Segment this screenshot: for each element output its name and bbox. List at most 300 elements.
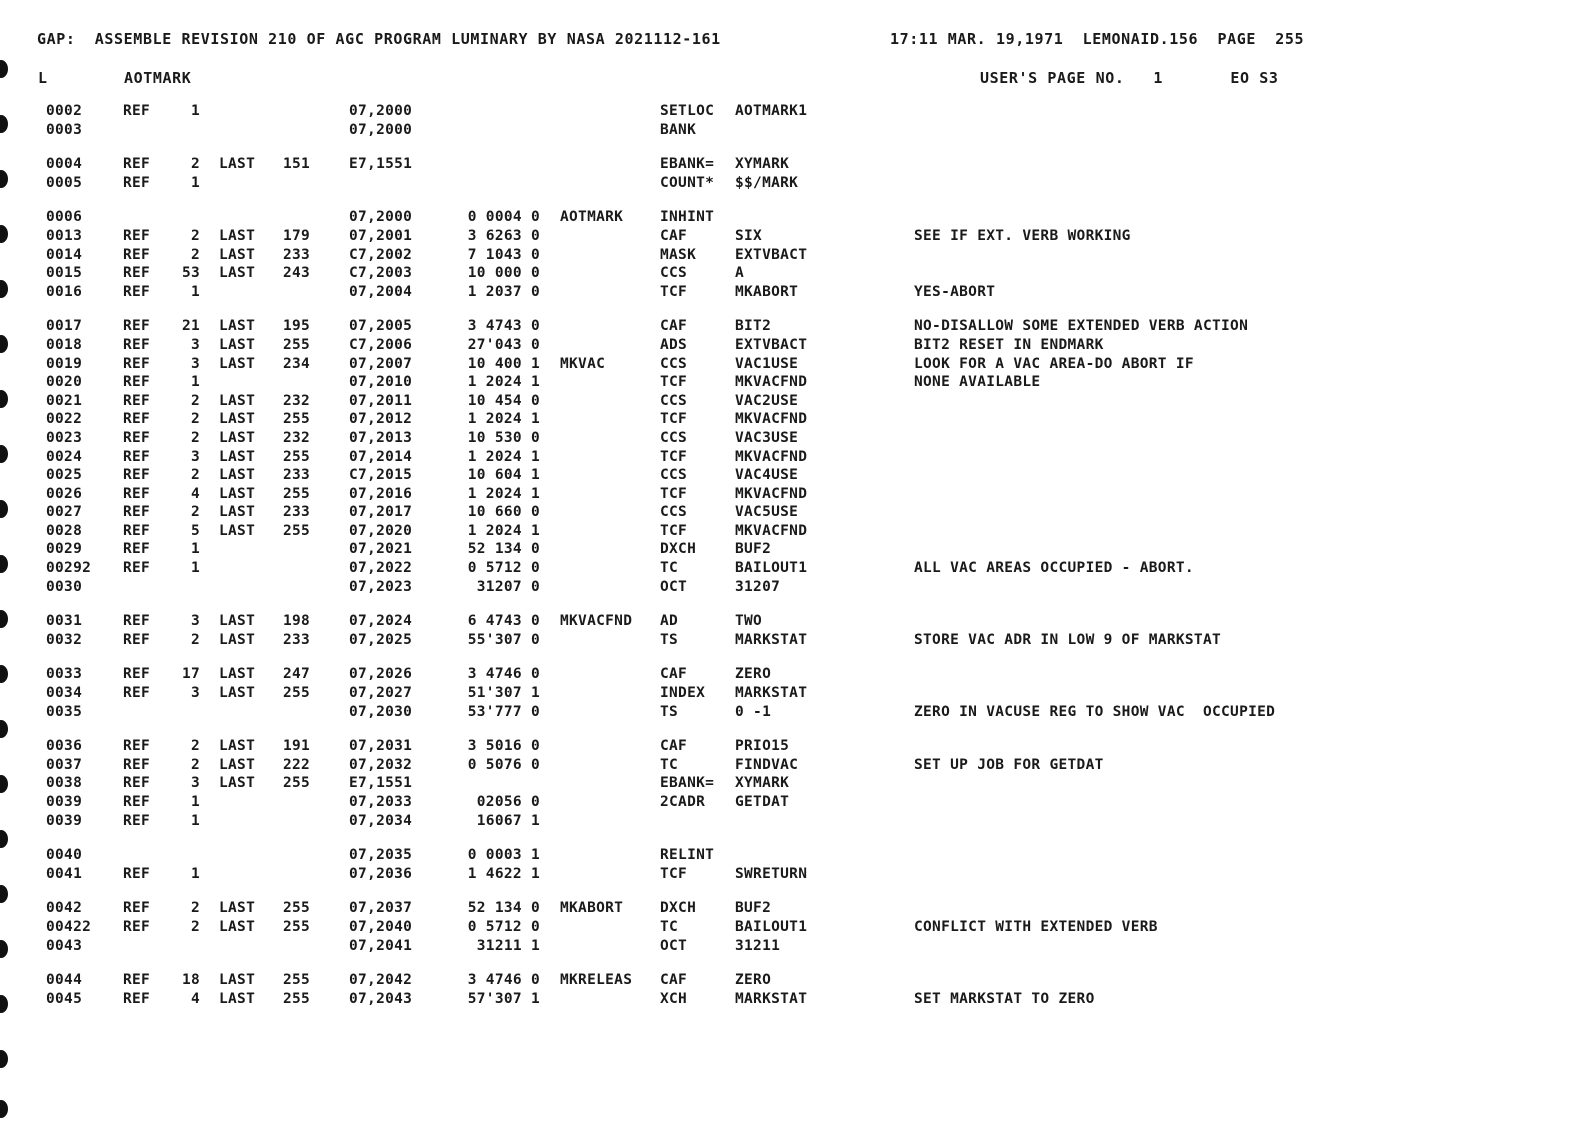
octal-code: 6 4743 0 — [467, 613, 540, 630]
page-header-title: GAP: ASSEMBLE REVISION 210 OF AGC PROGRAM LUMINARY BY NASA 2021112-161 — [37, 30, 721, 48]
ref-count: 3 — [190, 685, 200, 702]
listing-row — [0, 392, 1585, 411]
ref-marker: REF — [123, 156, 151, 173]
ref-count: 2 — [190, 738, 200, 755]
octal-code: 1 2024 1 — [467, 522, 540, 539]
ref-count: 2 — [190, 467, 200, 484]
listing-row — [0, 578, 1585, 597]
line-number: 0039 — [46, 794, 83, 810]
line-number: 0042 — [46, 900, 83, 917]
address: 07,2020 — [349, 522, 413, 539]
address: 07,2010 — [349, 374, 413, 391]
address: 07,2011 — [349, 392, 413, 409]
ref-marker: REF — [123, 246, 151, 263]
ref-count: 4 — [190, 990, 200, 1007]
line-number: 0038 — [46, 775, 83, 792]
octal-code: 16067 1 — [476, 812, 540, 829]
address: 07,2014 — [349, 448, 413, 465]
line-number: 0031 — [46, 613, 83, 630]
address: 07,2013 — [349, 429, 413, 446]
last-marker: LAST — [219, 336, 256, 353]
last-page: 255 — [283, 990, 311, 1007]
last-marker: LAST — [219, 613, 256, 630]
listing-row — [0, 429, 1585, 448]
listing-row — [0, 756, 1585, 775]
line-number: 0022 — [46, 411, 83, 428]
opcode: RELINT — [660, 847, 715, 864]
symbol-label: MKRELEAS — [560, 972, 633, 989]
ref-count: 1 — [190, 374, 200, 391]
comment: SET UP JOB FOR GETDAT — [914, 756, 1104, 773]
address: 07,2001 — [349, 227, 413, 244]
line-number: 0027 — [46, 504, 83, 521]
address: 07,2027 — [349, 685, 413, 702]
octal-code: 0 0003 1 — [467, 847, 540, 864]
line-number: 0026 — [46, 485, 83, 502]
listing-row — [0, 174, 1585, 193]
opcode: TCF — [660, 522, 688, 539]
line-number: 0020 — [46, 374, 83, 391]
opcode: TC — [660, 560, 679, 577]
line-number: 0043 — [46, 937, 83, 954]
last-page: 255 — [283, 900, 311, 917]
operand: EXTVBACT — [735, 336, 808, 353]
symbol-label: MKABORT — [560, 900, 624, 917]
last-page: 243 — [283, 265, 311, 282]
comment: YES-ABORT — [914, 283, 996, 300]
opcode: CAF — [660, 972, 688, 989]
opcode: CCS — [660, 504, 688, 521]
address: 07,2037 — [349, 900, 413, 917]
listing-row — [0, 373, 1585, 392]
comment: STORE VAC ADR IN LOW 9 OF MARKSTAT — [914, 631, 1222, 648]
listing-row — [0, 246, 1585, 265]
opcode: DXCH — [660, 900, 697, 917]
opcode: TCF — [660, 411, 688, 428]
operand: BUF2 — [735, 541, 772, 558]
opcode: TCF — [660, 283, 688, 300]
last-marker: LAST — [219, 448, 256, 465]
operand: $$/MARK — [735, 174, 799, 191]
ref-marker: REF — [123, 775, 151, 792]
address: 07,2032 — [349, 756, 413, 773]
line-number: 0029 — [46, 541, 83, 558]
line-number: 0021 — [46, 392, 83, 409]
address: 07,2022 — [349, 560, 413, 577]
ref-marker: REF — [123, 812, 151, 829]
octal-code: 3 5016 0 — [467, 738, 540, 755]
line-number: 0025 — [46, 467, 83, 484]
last-page: 255 — [283, 485, 311, 502]
last-marker: LAST — [219, 467, 256, 484]
comment: BIT2 RESET IN ENDMARK — [914, 336, 1104, 353]
last-page: 234 — [283, 355, 311, 372]
octal-code: 1 2037 0 — [467, 283, 540, 300]
ref-count: 2 — [190, 156, 200, 173]
ref-count: 1 — [190, 283, 200, 300]
address: C7,2003 — [349, 265, 413, 282]
ref-marker: REF — [123, 411, 151, 428]
opcode: CAF — [660, 738, 688, 755]
opcode: AD — [660, 613, 679, 630]
last-page: 191 — [283, 738, 311, 755]
last-page: 247 — [283, 666, 311, 683]
punch-hole — [0, 1050, 8, 1068]
listing-row — [0, 990, 1585, 1009]
listing-row — [0, 317, 1585, 336]
octal-code: 0 0004 0 — [467, 209, 540, 226]
address: 07,2016 — [349, 485, 413, 502]
ref-marker: REF — [123, 990, 151, 1007]
address: 07,2040 — [349, 918, 413, 935]
ref-marker: REF — [123, 613, 151, 630]
listing-row — [0, 737, 1585, 756]
ref-count: 53 — [181, 265, 200, 282]
listing-row — [0, 812, 1585, 831]
ref-count: 2 — [190, 631, 200, 648]
operand: A — [735, 265, 745, 282]
ref-marker: REF — [123, 666, 151, 683]
opcode: TS — [660, 631, 679, 648]
opcode: CCS — [660, 429, 688, 446]
listing-row — [0, 937, 1585, 956]
last-page: 179 — [283, 227, 311, 244]
operand: BIT2 — [735, 318, 772, 335]
opcode: CAF — [660, 318, 688, 335]
last-page: 222 — [283, 756, 311, 773]
ref-count: 3 — [190, 448, 200, 465]
operand: FINDVAC — [735, 756, 799, 773]
address: E7,1551 — [349, 156, 413, 173]
address: 07,2042 — [349, 972, 413, 989]
operand: MKVACFND — [735, 448, 808, 465]
operand: VAC2USE — [735, 392, 799, 409]
octal-code: 7 1043 0 — [467, 246, 540, 263]
ref-marker: REF — [123, 265, 151, 282]
last-page: 255 — [283, 411, 311, 428]
ref-marker: REF — [123, 918, 151, 935]
octal-code: 10 400 1 — [467, 355, 540, 372]
address: 07,2043 — [349, 990, 413, 1007]
line-number: 0023 — [46, 429, 83, 446]
address: C7,2006 — [349, 336, 413, 353]
listing-row — [0, 208, 1585, 227]
listing-row — [0, 448, 1585, 467]
listing-row — [0, 684, 1585, 703]
operand: EXTVBACT — [735, 246, 808, 263]
operand: PRIO15 — [735, 738, 790, 755]
ref-count: 2 — [190, 227, 200, 244]
comment: ALL VAC AREAS OCCUPIED - ABORT. — [914, 560, 1194, 577]
operand: MKVACFND — [735, 374, 808, 391]
octal-code: 31207 0 — [476, 578, 540, 595]
octal-code: 51'307 1 — [467, 685, 540, 702]
opcode: EBANK= — [660, 775, 715, 792]
address: 07,2034 — [349, 812, 413, 829]
ref-marker: REF — [123, 448, 151, 465]
last-page: 151 — [283, 156, 311, 173]
last-marker: LAST — [219, 246, 256, 263]
ref-marker: REF — [123, 900, 151, 917]
address: 07,2005 — [349, 318, 413, 335]
listing-row — [0, 336, 1585, 355]
ref-count: 3 — [190, 336, 200, 353]
address: 07,2025 — [349, 631, 413, 648]
address: 07,2030 — [349, 703, 413, 720]
line-number: 0035 — [46, 703, 83, 720]
address: 07,2021 — [349, 541, 413, 558]
operand: BAILOUT1 — [735, 560, 808, 577]
listing-row — [0, 846, 1585, 865]
last-marker: LAST — [219, 685, 256, 702]
opcode: TC — [660, 918, 679, 935]
line-number: 0033 — [46, 666, 83, 683]
address: 07,2000 — [349, 209, 413, 226]
ref-count: 2 — [190, 411, 200, 428]
line-number: 0037 — [46, 756, 83, 773]
line-number: 0032 — [46, 631, 83, 648]
last-page: 255 — [283, 972, 311, 989]
line-number: 0041 — [46, 865, 83, 882]
ref-marker: REF — [123, 318, 151, 335]
ref-marker: REF — [123, 467, 151, 484]
opcode: CCS — [660, 265, 688, 282]
octal-code: 55'307 0 — [467, 631, 540, 648]
ref-count: 2 — [190, 429, 200, 446]
address: 07,2000 — [349, 121, 413, 138]
operand: MKABORT — [735, 283, 799, 300]
ref-marker: REF — [123, 392, 151, 409]
operand: BUF2 — [735, 900, 772, 917]
comment: CONFLICT WITH EXTENDED VERB — [914, 918, 1158, 935]
opcode: INDEX — [660, 685, 706, 702]
ref-marker: REF — [123, 103, 151, 119]
last-page: 255 — [283, 522, 311, 539]
line-number: 0039 — [46, 812, 83, 829]
octal-code: 1 2024 1 — [467, 485, 540, 502]
last-page: 233 — [283, 631, 311, 648]
opcode: ADS — [660, 336, 688, 353]
octal-code: 52 134 0 — [467, 900, 540, 917]
listing-row — [0, 540, 1585, 559]
ref-count: 17 — [181, 666, 200, 683]
listing-row — [0, 559, 1585, 578]
listing-row — [0, 155, 1585, 174]
last-marker: LAST — [219, 756, 256, 773]
subheader-l: L — [38, 69, 48, 87]
ref-count: 2 — [190, 918, 200, 935]
symbol-label: AOTMARK — [560, 209, 624, 226]
listing-row — [0, 665, 1585, 684]
operand: SIX — [735, 227, 763, 244]
address: 07,2023 — [349, 578, 413, 595]
last-marker: LAST — [219, 318, 256, 335]
ref-marker: REF — [123, 560, 151, 577]
opcode: CCS — [660, 355, 688, 372]
listing-row — [0, 410, 1585, 429]
ref-count: 2 — [190, 756, 200, 773]
ref-marker: REF — [123, 374, 151, 391]
ref-count: 18 — [181, 972, 200, 989]
last-marker: LAST — [219, 990, 256, 1007]
octal-code: 57'307 1 — [467, 990, 540, 1007]
comment: NO-DISALLOW SOME EXTENDED VERB ACTION — [914, 318, 1249, 335]
opcode: MASK — [660, 246, 697, 263]
operand: MARKSTAT — [735, 685, 808, 702]
opcode: INHINT — [660, 209, 715, 226]
subheader-users-page: USER'S PAGE NO. 1 EO S3 — [980, 69, 1279, 87]
octal-code: 10 604 1 — [467, 467, 540, 484]
ref-marker: REF — [123, 522, 151, 539]
ref-count: 1 — [190, 560, 200, 577]
ref-count: 2 — [190, 504, 200, 521]
line-number: 0017 — [46, 318, 83, 335]
line-number: 0014 — [46, 246, 83, 263]
octal-code: 52 134 0 — [467, 541, 540, 558]
ref-marker: REF — [123, 865, 151, 882]
last-page: 232 — [283, 392, 311, 409]
ref-marker: REF — [123, 541, 151, 558]
ref-marker: REF — [123, 631, 151, 648]
opcode: DXCH — [660, 541, 697, 558]
octal-code: 1 2024 1 — [467, 411, 540, 428]
ref-count: 1 — [190, 794, 200, 810]
line-number: 0004 — [46, 156, 83, 173]
address: 07,2004 — [349, 283, 413, 300]
operand: MKVACFND — [735, 485, 808, 502]
line-number: 0030 — [46, 578, 83, 595]
operand: XYMARK — [735, 156, 790, 173]
last-page: 198 — [283, 613, 311, 630]
opcode: 2CADR — [660, 794, 706, 810]
comment: ZERO IN VACUSE REG TO SHOW VAC OCCUPIED — [914, 703, 1276, 720]
operand: AOTMARK1 — [735, 103, 808, 119]
listing-row — [0, 355, 1585, 374]
octal-code: 10 660 0 — [467, 504, 540, 521]
opcode: CAF — [660, 666, 688, 683]
operand: VAC3USE — [735, 429, 799, 446]
octal-code: 1 2024 1 — [467, 374, 540, 391]
address: 07,2000 — [349, 103, 413, 119]
operand: MARKSTAT — [735, 990, 808, 1007]
octal-code: 1 2024 1 — [467, 448, 540, 465]
ref-marker: REF — [123, 485, 151, 502]
symbol-label: MKVAC — [560, 355, 606, 372]
opcode: SETLOC — [660, 103, 715, 119]
listing-row — [0, 793, 1585, 812]
last-page: 233 — [283, 504, 311, 521]
address: C7,2015 — [349, 467, 413, 484]
octal-code: 0 5712 0 — [467, 918, 540, 935]
ref-count: 3 — [190, 355, 200, 372]
line-number: 0044 — [46, 972, 83, 989]
opcode: XCH — [660, 990, 688, 1007]
address: 07,2026 — [349, 666, 413, 683]
ref-count: 3 — [190, 613, 200, 630]
operand: GETDAT — [735, 794, 790, 810]
last-marker: LAST — [219, 918, 256, 935]
listing-row — [0, 503, 1585, 522]
listing-row — [0, 102, 1585, 121]
line-number: 0006 — [46, 209, 83, 226]
last-marker: LAST — [219, 265, 256, 282]
ref-count: 21 — [181, 318, 200, 335]
comment: SET MARKSTAT TO ZERO — [914, 990, 1095, 1007]
punch-hole — [0, 1100, 8, 1118]
listing-row — [0, 918, 1585, 937]
ref-count: 1 — [190, 174, 200, 191]
listing-row — [0, 522, 1585, 541]
listing-row — [0, 264, 1585, 283]
comment: LOOK FOR A VAC AREA-DO ABORT IF — [914, 355, 1194, 372]
last-marker: LAST — [219, 355, 256, 372]
ref-count: 1 — [190, 103, 200, 119]
page-header-date-page: 17:11 MAR. 19,1971 LEMONAID.156 PAGE 255 — [890, 30, 1305, 48]
address: 07,2031 — [349, 738, 413, 755]
line-number: 0005 — [46, 174, 83, 191]
last-page: 255 — [283, 448, 311, 465]
listing-row — [0, 899, 1585, 918]
opcode: OCT — [660, 937, 688, 954]
line-number: 0036 — [46, 738, 83, 755]
address: 07,2033 — [349, 794, 413, 810]
last-marker: LAST — [219, 522, 256, 539]
listing-row — [0, 283, 1585, 302]
ref-marker: REF — [123, 174, 151, 191]
ref-count: 2 — [190, 900, 200, 917]
ref-count: 1 — [190, 812, 200, 829]
opcode: EBANK= — [660, 156, 715, 173]
ref-marker: REF — [123, 794, 151, 810]
opcode: TS — [660, 703, 679, 720]
opcode: CCS — [660, 392, 688, 409]
subheader-log-section: AOTMARK — [124, 69, 192, 87]
last-page: 233 — [283, 246, 311, 263]
comment: NONE AVAILABLE — [914, 374, 1041, 391]
last-page: 232 — [283, 429, 311, 446]
ref-marker: REF — [123, 685, 151, 702]
ref-marker: REF — [123, 756, 151, 773]
operand: MKVACFND — [735, 522, 808, 539]
octal-code: 0 5712 0 — [467, 560, 540, 577]
octal-code: 27'043 0 — [467, 336, 540, 353]
line-number: 0040 — [46, 847, 83, 864]
line-number: 0045 — [46, 990, 83, 1007]
ref-marker: REF — [123, 972, 151, 989]
opcode: CAF — [660, 227, 688, 244]
opcode: TCF — [660, 485, 688, 502]
ref-count: 3 — [190, 775, 200, 792]
line-number: 0013 — [46, 227, 83, 244]
line-number: 0028 — [46, 522, 83, 539]
listing-row — [0, 485, 1585, 504]
operand: SWRETURN — [735, 865, 808, 882]
operand: 0 -1 — [735, 703, 772, 720]
last-marker: LAST — [219, 504, 256, 521]
opcode: TC — [660, 756, 679, 773]
last-marker: LAST — [219, 485, 256, 502]
listing-row — [0, 227, 1585, 246]
octal-code: 3 6263 0 — [467, 227, 540, 244]
operand: VAC1USE — [735, 355, 799, 372]
ref-count: 1 — [190, 865, 200, 882]
opcode: TCF — [660, 448, 688, 465]
operand: 31211 — [735, 937, 781, 954]
address: 07,2035 — [349, 847, 413, 864]
line-number: 0019 — [46, 355, 83, 372]
line-number: 0018 — [46, 336, 83, 353]
address: 07,2041 — [349, 937, 413, 954]
